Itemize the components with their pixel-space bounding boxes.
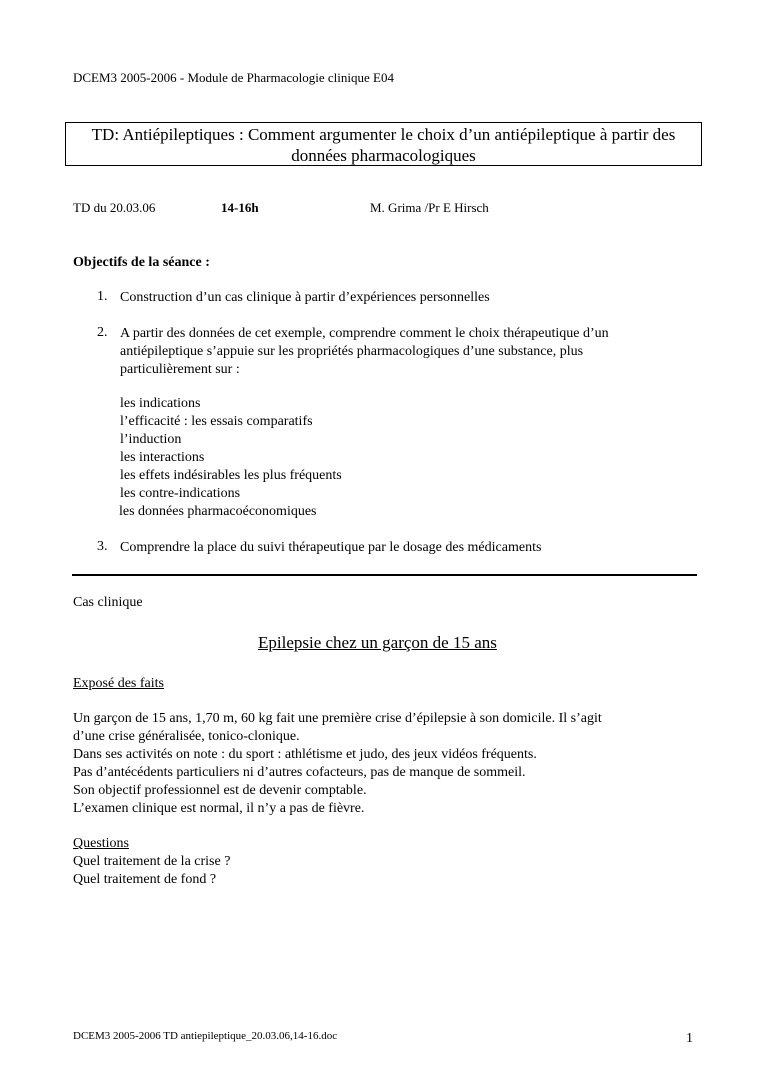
subitem-effets: les effets indésirables les plus fréquents — [120, 468, 342, 483]
objective-2-number: 2. — [97, 325, 108, 340]
subitem-induction: l’induction — [120, 432, 182, 447]
meta-date: TD du 20.03.06 — [73, 200, 156, 215]
meta-teachers: M. Grima /Pr E Hirsch — [370, 200, 489, 215]
subitem-interactions: les interactions — [120, 450, 205, 465]
objective-2-text-line-2: antiépileptique s’appuie sur les propriétés pharmacologiques d’une substance, plus — [120, 344, 584, 359]
case-label: Cas clinique — [73, 595, 143, 610]
questions-heading: Questions — [73, 836, 129, 851]
fact-line-1: Un garçon de 15 ans, 1,70 m, 60 kg fait une première crise d’épilepsie à son domicile. Il s’agit — [73, 711, 602, 726]
fact-line-4: Pas d’antécédents particuliers ni d’autres cofacteurs, pas de manque de sommeil. — [73, 765, 526, 780]
question-2: Quel traitement de fond ? — [73, 872, 217, 887]
subitem-pharmacoeconomiques: les données pharmacoéconomiques — [119, 504, 317, 519]
objective-3-text: Comprendre la place du suivi thérapeutique par le dosage des médicaments — [120, 540, 542, 555]
title-line-1: TD: Antiépileptiques : Comment argumenter le choix d’un antiépileptique à partir des — [91, 125, 676, 144]
subitem-contre-indications: les contre-indications — [120, 486, 241, 501]
objective-1-text: Construction d’un cas clinique à partir d’expériences personnelles — [120, 290, 490, 305]
section-divider — [72, 574, 697, 576]
objective-1-number: 1. — [97, 289, 108, 304]
fact-line-6: L’examen clinique est normal, il n’y a pas de fièvre. — [73, 801, 365, 816]
meta-time: 14-16h — [221, 200, 259, 215]
objective-2-text-line-3: particulièrement sur : — [120, 362, 240, 377]
page-number: 1 — [686, 1031, 693, 1046]
case-title: Epilepsie chez un garçon de 15 ans — [258, 633, 497, 652]
subitem-efficacite: l’efficacité : les essais comparatifs — [120, 414, 313, 429]
title-box — [65, 122, 702, 166]
objectives-heading: Objectifs de la séance : — [73, 255, 210, 270]
objective-2-text-line-1: A partir des données de cet exemple, comprendre comment le choix thérapeutique d’un — [120, 326, 609, 341]
fact-line-3: Dans ses activités on note : du sport : athlétisme et judo, des jeux vidéos fréquents. — [73, 747, 537, 762]
footer-filename: DCEM3 2005-2006 TD antiepileptique_20.03.06,14-16.doc — [73, 1030, 338, 1042]
subitem-indications: les indications — [120, 396, 201, 411]
title-line-2: données pharmacologiques — [291, 146, 476, 165]
page-header: DCEM3 2005-2006 - Module de Pharmacologie clinique E04 — [73, 70, 394, 85]
fact-line-5: Son objectif professionnel est de devenir comptable. — [73, 783, 367, 798]
fact-line-2: d’une crise généralisée, tonico-clonique. — [73, 729, 300, 744]
objective-3-number: 3. — [97, 539, 108, 554]
facts-heading: Exposé des faits — [73, 676, 164, 691]
question-1: Quel traitement de la crise ? — [73, 854, 231, 869]
